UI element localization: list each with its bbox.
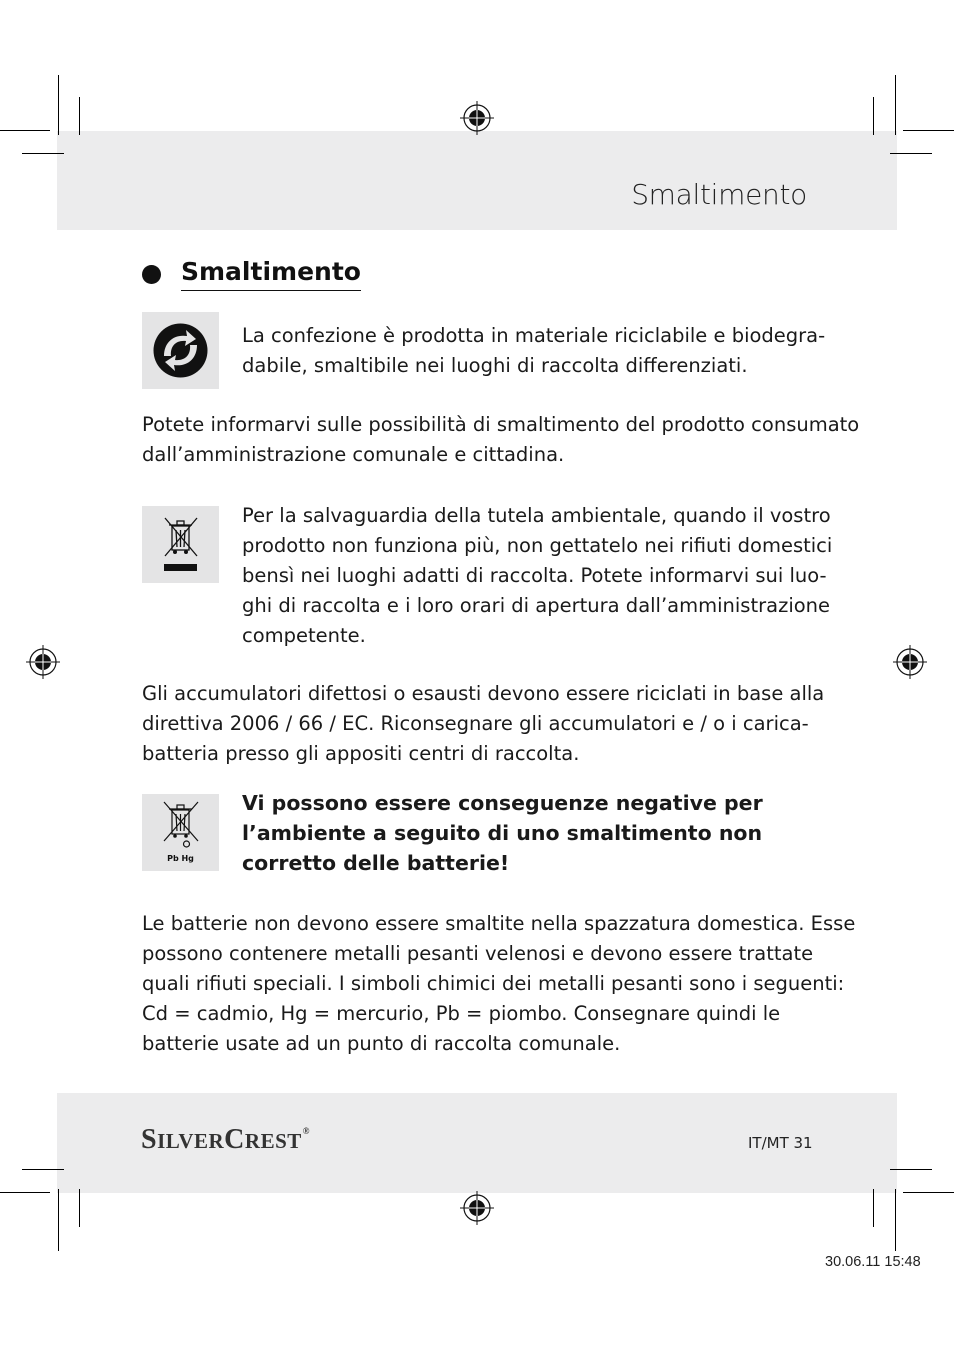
print-timestamp: 30.06.11 15:48	[825, 1254, 921, 1270]
brand-logo: SILVERCREST®	[141, 1124, 310, 1155]
page-title: Smaltimento	[631, 178, 807, 211]
packaging-paragraph: La confezione è prodotta in materiale riciclabile e biodegra- dabile, smaltibile nei luoghi di raccolta differenziati.	[242, 324, 826, 377]
section-heading	[142, 257, 361, 291]
page-number: IT/MT 31	[748, 1134, 813, 1152]
registration-mark-icon	[460, 101, 494, 135]
registration-mark-icon	[893, 645, 927, 679]
crossed-bin-battery-icon	[142, 794, 219, 871]
bullet-icon	[142, 265, 161, 284]
recycle-icon	[142, 312, 219, 389]
batteries-paragraph: Le batterie non devono essere smaltite nella spazzatura domestica. Esse possono contenere metalli pesanti velenosi e devono essere trattate quali rifiuti speciali. I simboli chimici dei metalli pesanti sono i seguenti: Cd = cadmio, Hg = mercurio, Pb = piombo. Consegnare quindi le batterie usate ad un punto di raccolta comunale.	[142, 912, 856, 1055]
crossed-bin-icon	[142, 506, 219, 583]
disposal-info-paragraph: Potete informarvi sulle possibilità di smaltimento del prodotto consumato dall’amministrazione comunale e cittadina.	[142, 413, 860, 466]
registration-mark-icon	[460, 1191, 494, 1225]
environment-paragraph: Per la salvaguardia della tutela ambientale, quando il vostro prodotto non funziona più, non gettatelo nei rifiuti domestici bensì nei luoghi adatti di raccolta. Potete informarvi sui luo- ghi di raccolta e i loro orari di apertura dall’amministrazione competente.	[242, 504, 833, 647]
accumulators-paragraph: Gli accumulatori difettosi o esausti devono essere riciclati in base alla direttiva 2006 / 66 / EC. Riconsegnare gli accumulatori e / o i carica- batteria presso gli appositi centri di raccolta.	[142, 682, 825, 765]
battery-label: Pb Hg	[167, 854, 194, 863]
warning-text: Vi possono essere conseguenze negative per l’ambiente a seguito di uno smaltimento non corretto delle batterie!	[242, 791, 763, 875]
section-title: Smaltimento	[181, 257, 361, 291]
registration-mark-icon	[26, 645, 60, 679]
